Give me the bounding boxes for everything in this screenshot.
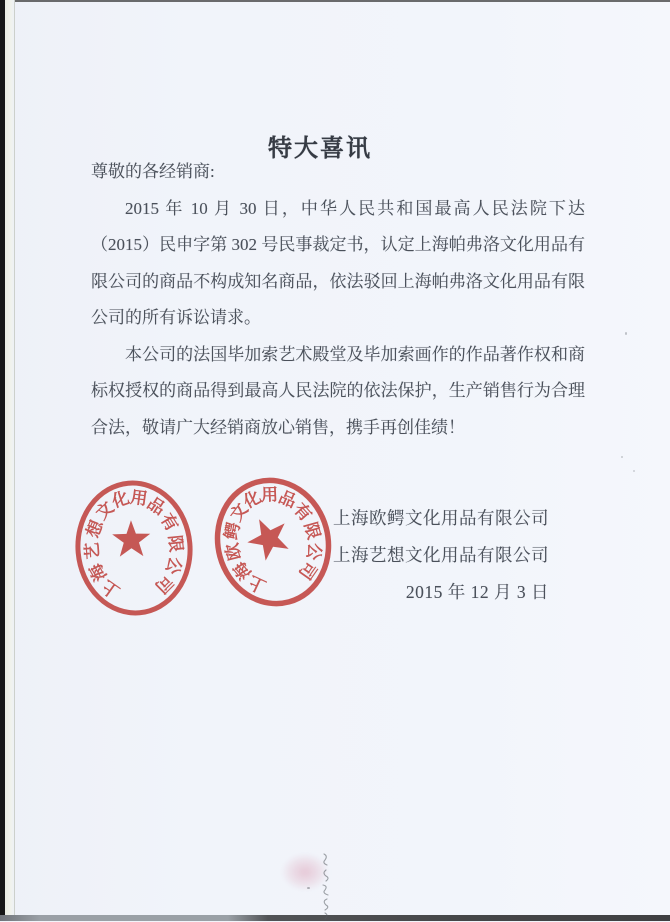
scan-speck	[625, 332, 627, 335]
svg-text:想: 想	[83, 517, 107, 541]
paragraph-1: 2015 年 10 月 30 日，中华人民共和国最高人民法院下达（2015）民申字第 302 号民事裁定书，认定上海帕弗洛文化用品有限公司的商品不构成知名商品，依法驳回上海帕弗洛文化用品有限公司的所有诉讼请求。	[91, 198, 585, 327]
svg-text:海: 海	[85, 560, 111, 585]
scan-speck	[633, 470, 635, 472]
paragraph-2: 本公司的法国毕加索艺术殿堂及毕加索画作的作品著作权和商标权授权的商品得到最高人民法院的依法保护，生产销售行为合理合法，敬请广大经销商放心销售，携手再创佳绩！	[91, 344, 585, 437]
svg-text:限: 限	[300, 519, 324, 542]
svg-text:用: 用	[129, 487, 149, 509]
letter-title: 特大喜讯	[268, 136, 372, 163]
seal-star-icon	[240, 510, 295, 564]
svg-text:限: 限	[164, 534, 186, 554]
svg-text:化: 化	[240, 487, 265, 512]
ink-bleed-marks	[314, 852, 336, 922]
letter-body	[91, 154, 585, 446]
signature-company-1: 上海欧鳄文化用品有限公司	[333, 508, 549, 528]
salutation: 尊敬的各经销商:	[91, 162, 215, 181]
svg-text:欧: 欧	[222, 541, 245, 563]
scan-speck	[621, 456, 623, 458]
svg-text:司: 司	[294, 558, 321, 583]
svg-text:司: 司	[151, 571, 177, 598]
signature-date: 2015 年 12 月 3 日	[405, 581, 549, 602]
svg-text:公: 公	[302, 541, 325, 562]
svg-text:上: 上	[245, 571, 269, 597]
svg-text:鳄: 鳄	[221, 520, 244, 542]
scan-edge-top	[0, 0, 670, 2]
signature-company-2: 上海艺想文化用品有限公司	[333, 544, 549, 565]
svg-text:上: 上	[98, 576, 124, 602]
svg-text:用: 用	[260, 485, 279, 505]
svg-text:海: 海	[229, 557, 256, 584]
svg-text:有: 有	[289, 499, 316, 525]
svg-text:化: 化	[109, 488, 132, 512]
svg-text:品: 品	[275, 487, 300, 512]
oue-company-seal	[183, 447, 363, 637]
svg-text:文: 文	[226, 499, 252, 525]
seal-star-icon	[112, 520, 151, 557]
svg-text:品: 品	[143, 493, 169, 519]
svg-text:公: 公	[161, 554, 186, 577]
svg-text:有: 有	[156, 510, 182, 535]
svg-text:文: 文	[92, 497, 118, 524]
svg-text:艺: 艺	[82, 541, 103, 560]
scan-speck	[307, 887, 310, 889]
signature-block	[333, 500, 549, 610]
